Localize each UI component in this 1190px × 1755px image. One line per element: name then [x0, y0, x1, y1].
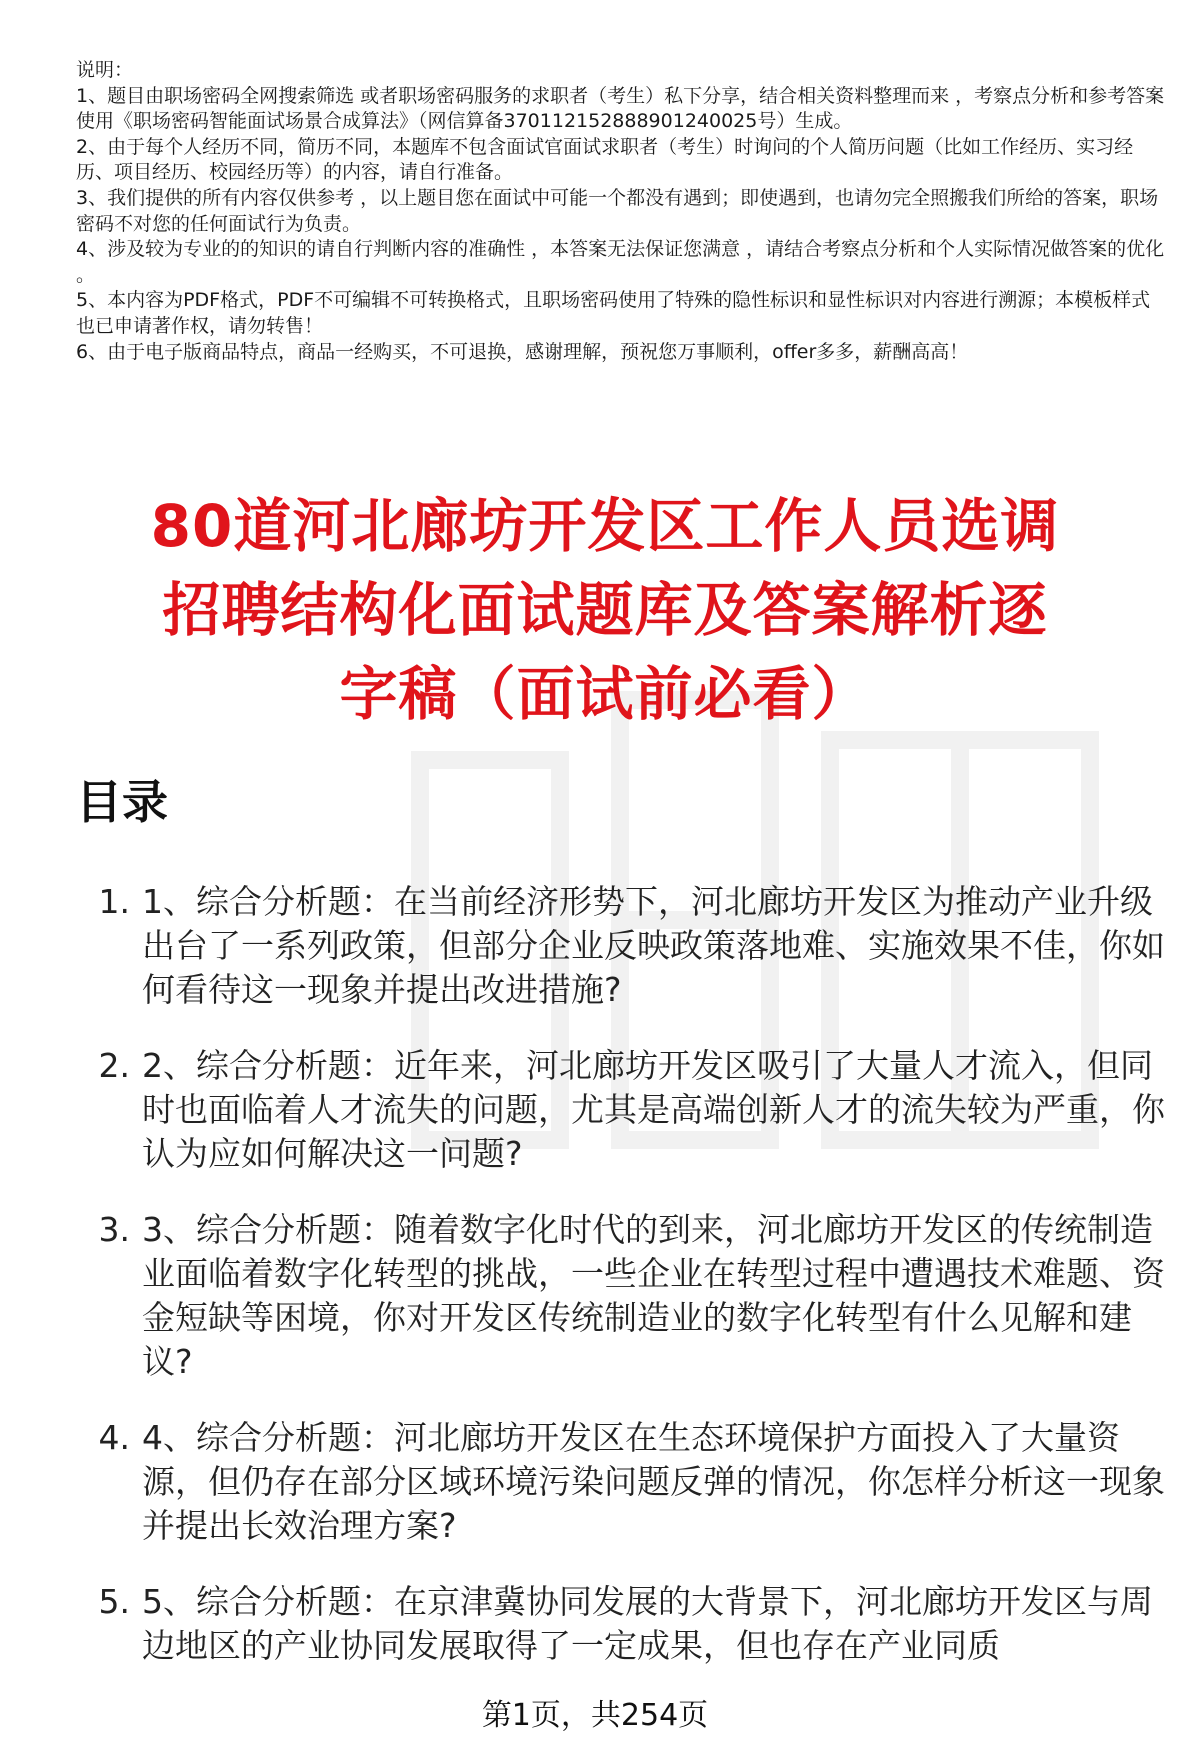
note-item-3: 3、我们提供的所有内容仅供参考 ，以上题目您在面试中可能一个都没有遇到；即使遇到，也请勿完全照搬我们所给的答案，职场密码不对您的任何面试行为负责。: [76, 186, 1159, 235]
table-of-contents: [76, 880, 1176, 1700]
note-item-2: 2、由于每个人经历不同，简历不同，本题库不包含面试官面试求职者（考生）时询问的个人简历问题（比如工作经历、实习经历、项目经历、校园经历等）的内容，请自行准备。: [76, 135, 1134, 184]
toc-item-text: 5、综合分析题：在京津冀协同发展的大背景下，河北廊坊开发区与周边地区的产业协同发展取得了一定成果，但也存在产业同质: [142, 1582, 1153, 1665]
toc-item-number: 1.: [98, 882, 130, 921]
title-line-3: 字稿（面试前必看）: [339, 660, 871, 728]
toc-item-number: 5.: [98, 1582, 130, 1621]
document-title: [60, 484, 1150, 736]
toc-item[interactable]: [76, 880, 1176, 1012]
toc-item-number: 3.: [98, 1210, 130, 1249]
disclaimer-notes: [76, 58, 1166, 365]
note-item-4: 4、涉及较为专业的的知识的请自行判断内容的准确性 ，本答案无法保证您满意 ，请结合考察点分析和个人实际情况做答案的优化 。: [76, 238, 1165, 286]
toc-item-text: 2、综合分析题：近年来，河北廊坊开发区吸引了大量人才流入，但同时也面临着人才流失的问题，尤其是高端创新人才的流失较为严重，你认为应如何解决这一问题?: [142, 1046, 1165, 1173]
page-number: 第1页，共254页: [481, 1698, 709, 1733]
toc-item[interactable]: [76, 1580, 1176, 1668]
toc-item-text: 1、综合分析题：在当前经济形势下，河北廊坊开发区为推动产业升级出台了一系列政策，但部分企业反映政策落地难、实施效果不佳，你如何看待这一现象并提出改进措施?: [142, 882, 1165, 1009]
title-line-1: 80道河北廊坊开发区工作人员选调: [150, 492, 1060, 560]
toc-item-number: 4.: [98, 1418, 130, 1457]
toc-item-number: 2.: [98, 1046, 130, 1085]
toc-item[interactable]: [76, 1044, 1176, 1176]
notes-heading: 说明：: [76, 59, 134, 81]
toc-item[interactable]: [76, 1416, 1176, 1548]
note-item-5: 5、本内容为PDF格式，PDF不可编辑不可转换格式，且职场密码使用了特殊的隐性标识和显性标识对内容进行溯源；本模板样式也已申请著作权，请勿转售！: [76, 289, 1151, 337]
toc-item[interactable]: [76, 1208, 1176, 1384]
toc-item-text: 4、综合分析题：河北廊坊开发区在生态环境保护方面投入了大量资源，但仍存在部分区域环境污染问题反弹的情况，你怎样分析这一现象并提出长效治理方案?: [142, 1418, 1165, 1545]
toc-item-text: 3、综合分析题：随着数字化时代的到来，河北廊坊开发区的传统制造业面临着数字化转型的挑战，一些企业在转型过程中遭遇技术难题、资金短缺等困境，你对开发区传统制造业的数字化转型有什么见解和建议?: [142, 1210, 1165, 1381]
note-item-1: 1、题目由职场密码全网搜索筛选 或者职场密码服务的求职者（考生）私下分享，结合相关资料整理而来 ，考察点分析和参考答案使用《职场密码智能面试场景合成算法》（网信算备370112152888901240025号）生成。: [76, 84, 1165, 133]
note-item-6: 6、由于电子版商品特点，商品一经购买，不可退换，感谢理解，预祝您万事顺利，offer多多，薪酬高高！: [76, 340, 969, 363]
toc-heading: 目录: [76, 775, 168, 829]
title-line-2: 招聘结构化面试题库及答案解析逐: [162, 576, 1048, 644]
